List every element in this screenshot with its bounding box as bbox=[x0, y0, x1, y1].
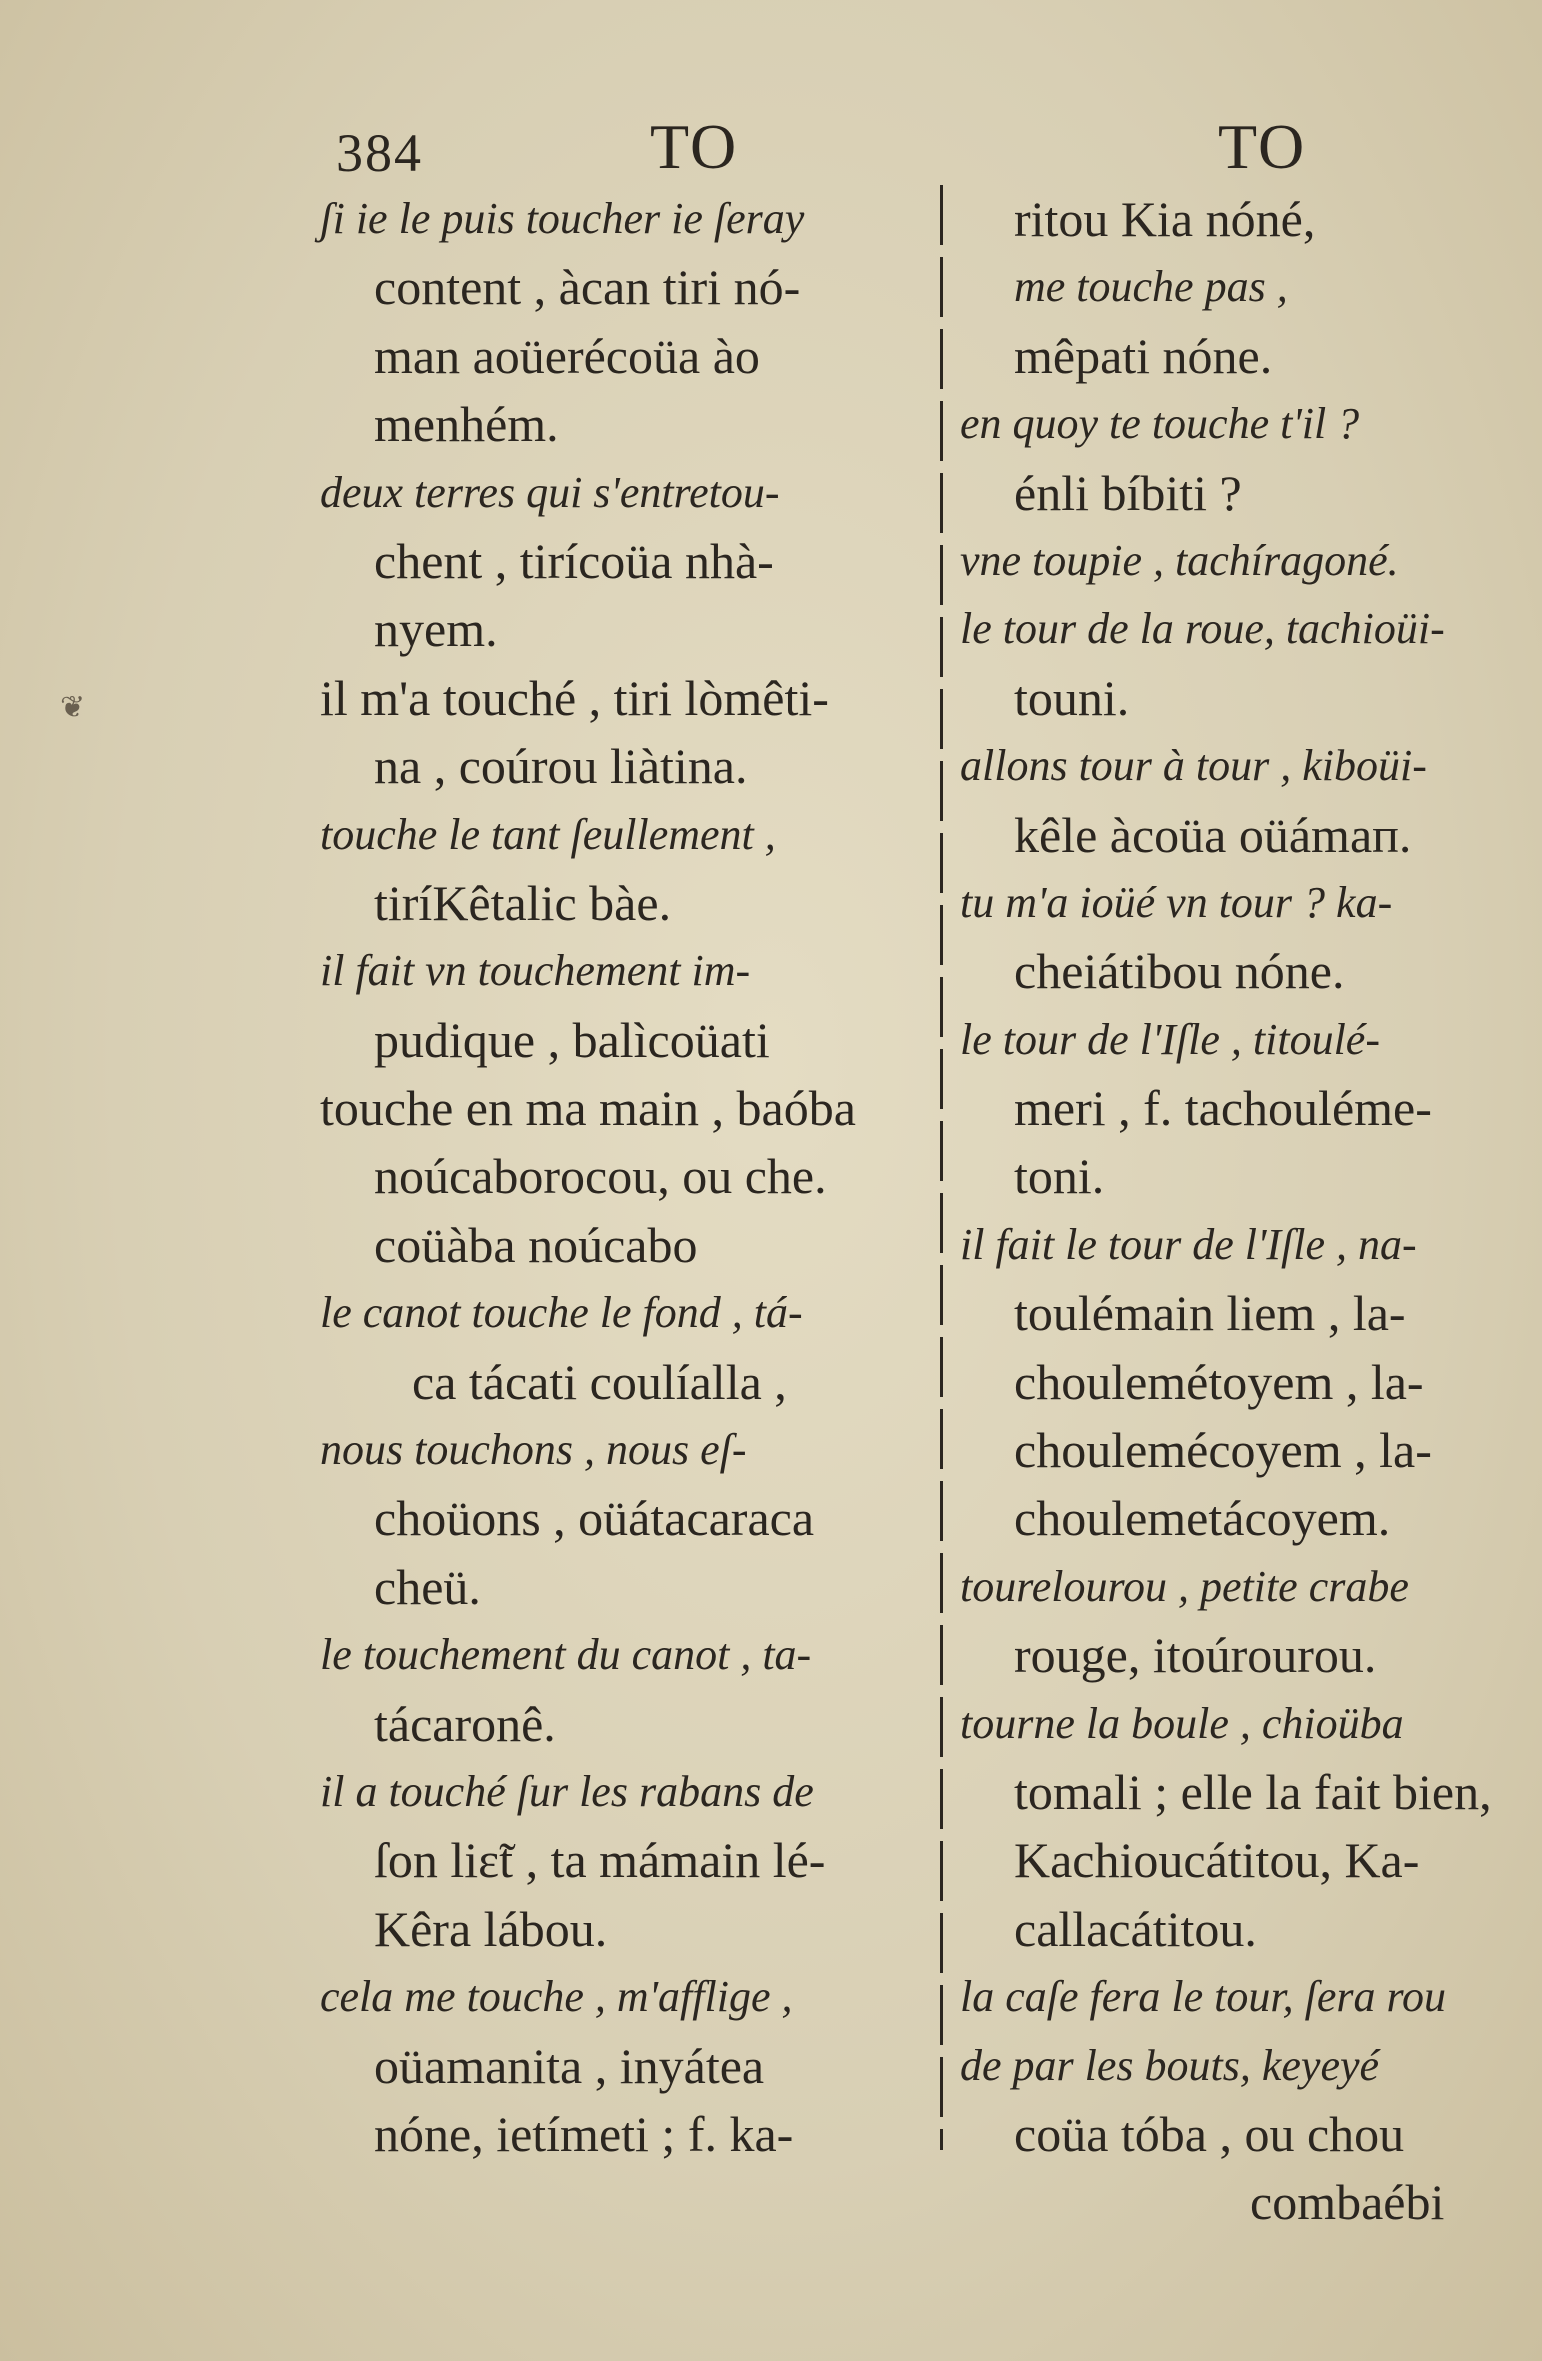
right-column-line: tu m'a ioüé vn tour ? ka- bbox=[960, 877, 1393, 927]
right-column-line: tourne la boule , chioüba bbox=[960, 1698, 1404, 1748]
left-column-line: nyem. bbox=[374, 601, 498, 658]
right-column-line: la caſe fera le tour, ſera rou bbox=[960, 1972, 1446, 2022]
left-column-line: il m'a touché , tiri lòmêti- bbox=[320, 669, 829, 726]
left-column-line: il fait vn touchement im- bbox=[320, 946, 751, 996]
left-column-line: chent , tirícoüa nhà- bbox=[374, 532, 774, 589]
left-column-line: ʃi ie le puis toucher ie ſeray bbox=[320, 194, 805, 243]
left-column-line: tácaronê. bbox=[374, 1695, 556, 1752]
left-column-line: content , àcan tiri nó- bbox=[374, 259, 801, 316]
right-column-line: touni. bbox=[1014, 669, 1130, 726]
left-column-line: oüamanita , inyátea bbox=[374, 2037, 765, 2094]
right-column-line: le tour de la roue, tachioüi- bbox=[960, 604, 1445, 654]
left-column-line: cela me touche , m'afflige , bbox=[320, 1972, 793, 2022]
right-column-line: choulemetácoyem. bbox=[1014, 1490, 1391, 1547]
right-column-line: cheiátibou nóne. bbox=[1014, 943, 1345, 1000]
left-column-line: man aoüerécoüa ào bbox=[374, 327, 760, 384]
right-column-line: me touche pas , bbox=[1014, 262, 1288, 312]
left-column-line: ca tácati coulíalla , bbox=[412, 1353, 787, 1410]
left-column-line: pudique , balìcoüati bbox=[374, 1011, 770, 1068]
right-column-line: callacátitou. bbox=[1014, 1900, 1257, 1957]
left-column-line: touche en ma main , baóba bbox=[320, 1080, 856, 1137]
right-column-line: meri , f. tachouléme- bbox=[1014, 1080, 1432, 1137]
right-column-line: ritou Kia nóné, bbox=[1014, 191, 1316, 247]
left-column-line: cheü. bbox=[374, 1558, 481, 1615]
left-column-line: Kêra lábou. bbox=[374, 1900, 608, 1957]
right-column-line: toni. bbox=[1014, 1148, 1105, 1205]
margin-mark-icon: ❦ bbox=[60, 691, 86, 724]
right-column-line: toulémain liem , la- bbox=[1014, 1285, 1406, 1342]
left-column-line: il a touché ſur les rabans de bbox=[320, 1766, 814, 1816]
left-column-line: coüàba noúcabo bbox=[374, 1216, 698, 1273]
page-number: 384 bbox=[336, 123, 423, 183]
right-running-head: TO bbox=[1218, 111, 1307, 182]
left-column-line: tiríKêtalic bàe. bbox=[374, 874, 672, 931]
left-running-head: TO bbox=[650, 111, 739, 182]
left-column-line: le canot touche le fond , tá- bbox=[320, 1288, 803, 1338]
right-column-line: mêpati nóne. bbox=[1014, 327, 1273, 384]
right-column-line: vne toupie , tachíragoné. bbox=[960, 535, 1399, 585]
right-column-line: en quoy te touche t'il ? bbox=[960, 399, 1360, 449]
right-column-line: rouge, itoúrourou. bbox=[1014, 1627, 1377, 1684]
left-column-line: le touchement du canot , ta- bbox=[320, 1630, 812, 1680]
left-column bbox=[320, 185, 920, 2168]
left-column-line: deux terres qui s'entretou- bbox=[320, 467, 780, 517]
left-column-line: choüons , oüátacaraca bbox=[374, 1490, 815, 1547]
right-column-line: allons tour à tour , kiboüi- bbox=[960, 741, 1427, 791]
right-column-line: kêle àcoüa oüámaп. bbox=[1014, 806, 1412, 863]
right-column-line: Kachioucátitou, Ka- bbox=[1014, 1832, 1420, 1889]
right-column-line: choulemétoyem , la- bbox=[1014, 1353, 1424, 1410]
right-column-line: choulemécoyem , la- bbox=[1014, 1422, 1432, 1479]
right-column-line: tourelourou , petite crabe bbox=[960, 1561, 1409, 1611]
left-column-line: noúcaborocou, ou che. bbox=[374, 1148, 827, 1205]
right-column-line: tomali ; elle la fait bien, bbox=[1014, 1763, 1492, 1820]
left-column-line: touche le tant ſeullement , bbox=[320, 809, 776, 859]
right-column-line: de par les bouts, keyeyé bbox=[960, 2040, 1380, 2090]
left-column-line: na , coúrou liàtina. bbox=[374, 738, 748, 795]
left-column-line: nóne, ietímeti ; f. ka- bbox=[374, 2105, 794, 2162]
left-column-line: menhém. bbox=[374, 396, 559, 453]
left-column-line: ſon liɛ̃t , ta mámain lé- bbox=[374, 1832, 826, 1889]
right-column-line: coüa tóba , ou chou bbox=[1014, 2105, 1405, 2162]
right-column-line: combaébi bbox=[1250, 2174, 1445, 2231]
right-column-line: il fait le tour de l'Iſle , na- bbox=[960, 1219, 1417, 1269]
right-column-line: énli bíbiti ? bbox=[1014, 464, 1242, 521]
left-column-line: nous touchons , nous eſ- bbox=[320, 1425, 747, 1475]
right-column bbox=[960, 185, 1520, 2237]
right-column-line: le tour de l'Iſle , titoulé- bbox=[960, 1014, 1380, 1064]
column-divider bbox=[940, 185, 943, 2150]
